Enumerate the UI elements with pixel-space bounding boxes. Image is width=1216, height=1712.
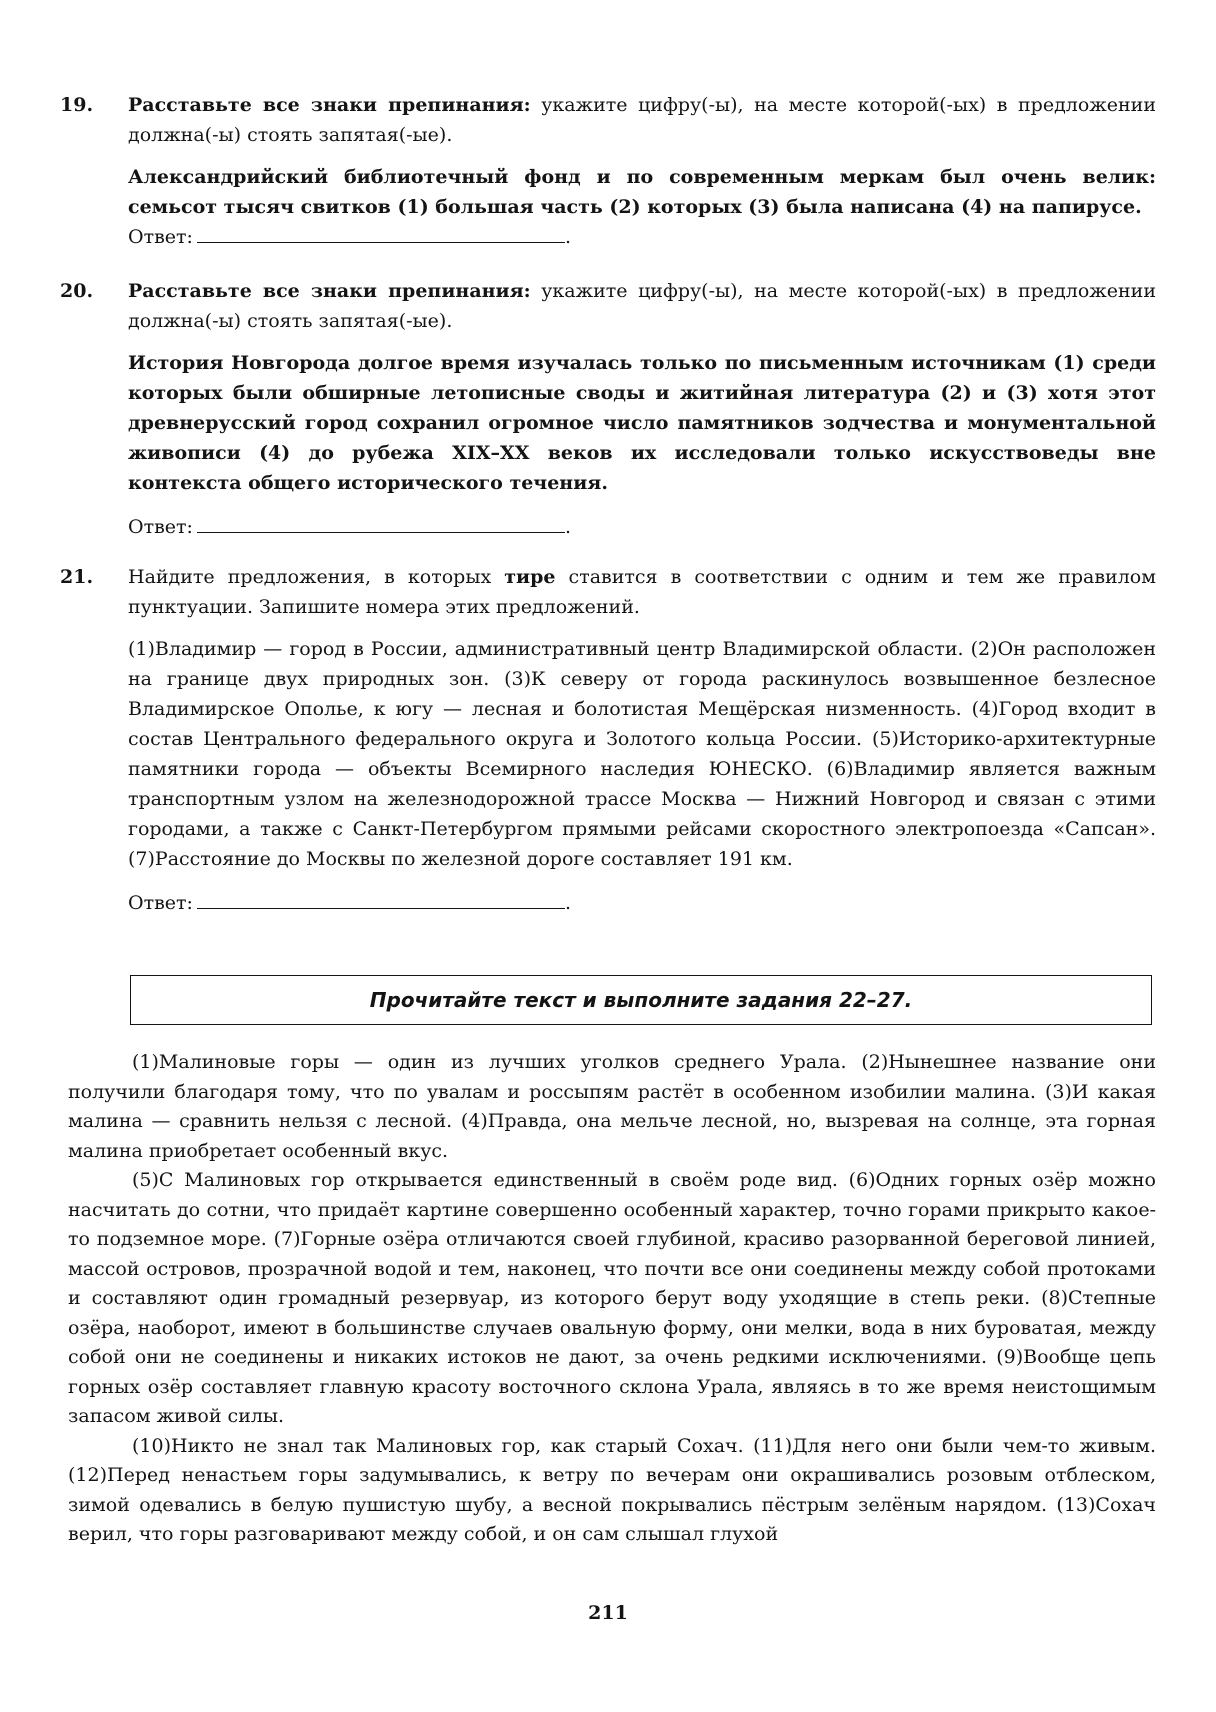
answer-field[interactable] xyxy=(197,907,565,909)
paragraph: (1)Малиновые горы — один из лучших уголков среднего Урала. (2)Нынешнее название они получили благодаря тому, что по увалам и россыпям растёт в особенном изобилии малина. (3)И какая малина — сравнить нельзя с лесной. (4)Правда, она мельче лесной, но, вызревая на солнце, эта горная малина приобретает особенный вкус. xyxy=(68,1051,1156,1162)
task-instruction: Найдите предложения, в которых тире ставится в соответствии с одним и тем же правилом пунктуации. Запишите номера этих предложений. xyxy=(128,566,1156,618)
answer-field[interactable] xyxy=(197,531,565,533)
answer-row: Ответ: . xyxy=(128,516,571,538)
task-number: 19. xyxy=(60,94,94,116)
answer-row: Ответ: . xyxy=(128,226,571,248)
task-text: (1)Владимир — город в России, административный центр Владимирской области. (2)Он расположен на границе двух природных зон. (3)К северу от города раскинулось возвышенное безлесное Владимирское Ополье, к югу — лесная и болотистая Мещёрская низменность. (4)Город входит в состав Центрального федерального округа и Золотого кольца России. (5)Историко-архитектурные памятники города — объекты Всемирного наследия ЮНЕСКО. (6)Владимир является важным транспортным узлом на железнодорожной трассе Москва — Нижний Новгород и связан с этими городами, а также с Санкт-Петербургом прямыми рейсами скоростного электропоезда «Сапсан». (7)Расстояние до Москвы по железной дороге составляет 191 км. xyxy=(128,638,1156,870)
task-sentence: История Новгорода долгое время изучалась только по письменным источникам (1) среди которых были обширные летописные своды и житийная литература (2) и (3) хотя этот древнерусский город сохранил огромное число памятников зодчества и монументальной живописи (4) до рубежа XIX–XX веков их исследовали только искусствоведы вне контекста общего исторического течения. xyxy=(128,352,1156,494)
reading-text xyxy=(68,1048,1156,1550)
task-number: 21. xyxy=(60,566,94,588)
task-number: 20. xyxy=(60,280,94,302)
page-number: 211 xyxy=(588,1602,628,1624)
paragraph: (5)С Малиновых гор открывается единственный в своём роде вид. (6)Одних горных озёр можно насчитать до сотни, что придаёт картине совершенно особенный характер, точно горами прикрыто какое-то подземное море. (7)Горные озёра отличаются своей глубиной, красиво разорванной береговой линией, массой островов, прозрачной водой и тем, наконец, что почти все они соединены между собой протоками и составляют один громадный резервуар, из которого берут воду уходящие в степь реки. (8)Степные озёра, наоборот, имеют в большинстве случаев овальную форму, они мелки, вода в них буроватая, между собой они не соединены и никаких истоков не дают, за очень редкими исключениями. (9)Вообще цепь горных озёр составляет главную красоту восточного склона Урала, являясь в то же время неистощимым запасом живой силы. xyxy=(68,1169,1156,1427)
task-21 xyxy=(60,562,1156,918)
task-20 xyxy=(60,276,1156,542)
answer-field[interactable] xyxy=(197,241,565,243)
answer-label: Ответ: xyxy=(128,892,193,914)
reading-instruction-banner: Прочитайте текст и выполните задания 22–27. xyxy=(130,975,1152,1025)
paragraph: (10)Никто не знал так Малиновых гор, как старый Сохач. (11)Для него они были чем-то живым. (12)Перед ненастьем горы задумывались, к ветру по вечерам они окрашивались розовым отблеском, зимой одевались в белую пушистую шубу, а весной покрывались пёстрым зелёным нарядом. (13)Сохач верил, что горы разговаривают между собой, и он сам слышал глухой xyxy=(68,1434,1156,1545)
answer-label: Ответ: xyxy=(128,226,193,248)
answer-row: Ответ: . xyxy=(128,892,571,914)
task-instruction: Расставьте все знаки препинания: укажите цифру(-ы), на месте которой(-ых) в предложении должна(-ы) стоять запятая(-ые). xyxy=(128,94,1156,146)
task-19 xyxy=(60,90,1156,252)
task-instruction: Расставьте все знаки препинания: укажите цифру(-ы), на месте которой(-ых) в предложении должна(-ы) стоять запятая(-ые). xyxy=(128,280,1156,332)
task-sentence: Александрийский библиотечный фонд и по современным меркам был очень велик: семьсот тысяч свитков (1) большая часть (2) которых (3) была написана (4) на папирусе. xyxy=(128,166,1156,218)
answer-label: Ответ: xyxy=(128,516,193,538)
